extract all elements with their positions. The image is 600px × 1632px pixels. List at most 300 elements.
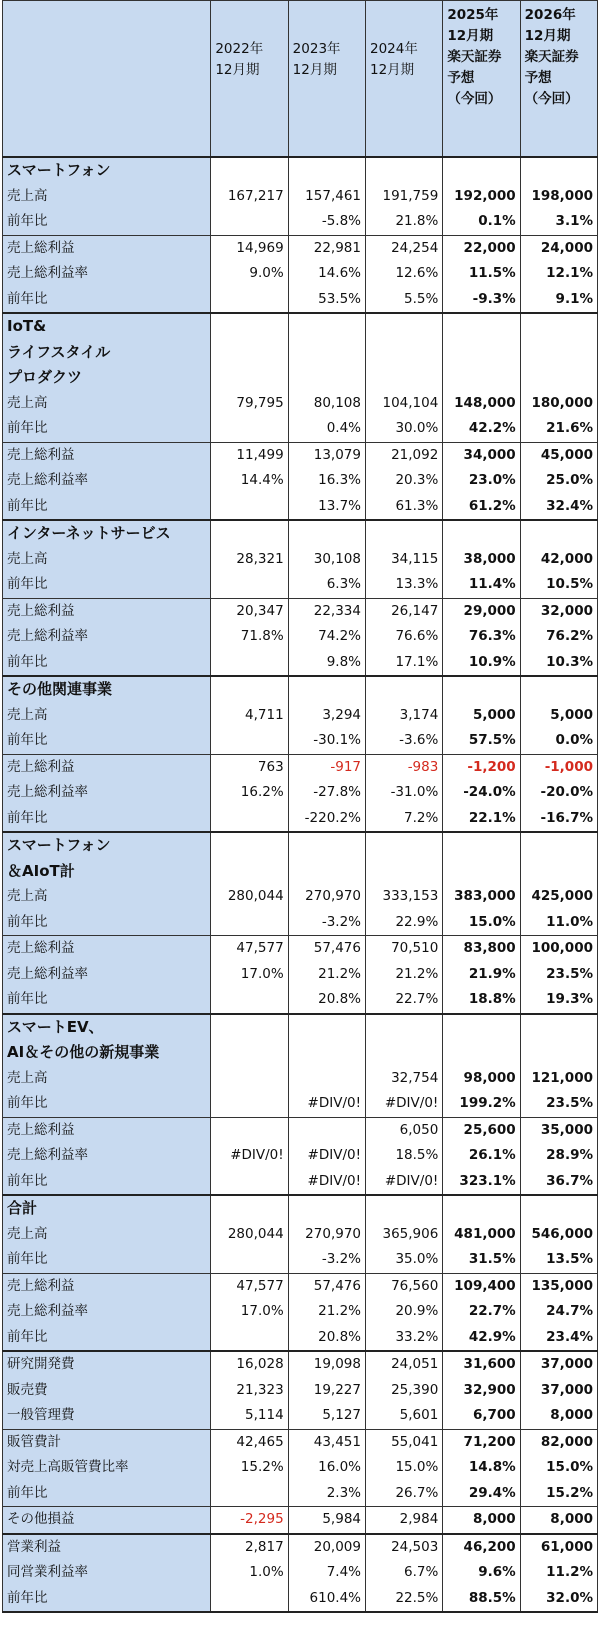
cell-2023: 20.8% (288, 987, 365, 1014)
cell-2026-forecast (520, 1040, 597, 1066)
cell-2025-forecast (443, 340, 520, 366)
row-label: 売上総利益 (3, 936, 211, 962)
table-row (3, 703, 598, 729)
cell-2024: 30.0% (366, 416, 443, 442)
header-line: 12月期 (447, 28, 494, 44)
cell-2022 (211, 340, 288, 366)
cell-2022 (211, 859, 288, 885)
cell-2025-forecast: 0.1% (443, 209, 520, 235)
cell-2023: -917 (288, 754, 365, 780)
cell-2022: 15.2% (211, 1455, 288, 1481)
cell-2025-forecast: 199.2% (443, 1091, 520, 1117)
cell-2026-forecast (520, 157, 597, 184)
cell-2022 (211, 1481, 288, 1507)
cell-2026-forecast: 121,000 (520, 1066, 597, 1092)
cell-2026-forecast (520, 1195, 597, 1222)
cell-2022: 47,577 (211, 1273, 288, 1299)
cell-2025-forecast: 11.5% (443, 261, 520, 287)
cell-2026-forecast: 11.0% (520, 910, 597, 936)
table-row (3, 1455, 598, 1481)
table-row (3, 209, 598, 235)
cell-2025-forecast: 61.2% (443, 494, 520, 521)
cell-2024: 18.5% (366, 1143, 443, 1169)
table-row (3, 1560, 598, 1586)
cell-2023: 53.5% (288, 287, 365, 314)
cell-2025-forecast (443, 1040, 520, 1066)
cell-2026-forecast (520, 365, 597, 391)
cell-2022: 20,347 (211, 598, 288, 624)
cell-2022: 1.0% (211, 1560, 288, 1586)
cell-2026-forecast: 5,000 (520, 703, 597, 729)
cell-2024: 34,115 (366, 547, 443, 573)
cell-2023 (288, 313, 365, 340)
segment-table (2, 0, 598, 1613)
cell-2023: 21.2% (288, 962, 365, 988)
cell-2026-forecast: 10.3% (520, 650, 597, 677)
cell-2024: 24,503 (366, 1534, 443, 1561)
cell-2026-forecast: 76.2% (520, 624, 597, 650)
table-row (3, 1273, 598, 1299)
cell-2022 (211, 157, 288, 184)
cell-2026-forecast: 45,000 (520, 442, 597, 468)
cell-2024: 12.6% (366, 261, 443, 287)
header-line: 12月期 (215, 62, 260, 78)
cell-2022 (211, 572, 288, 598)
row-label: 前年比 (3, 1091, 211, 1117)
cell-2024: 7.2% (366, 806, 443, 833)
row-label: 売上総利益 (3, 1117, 211, 1143)
cell-2026-forecast: 8,000 (520, 1403, 597, 1429)
cell-2022 (211, 910, 288, 936)
row-label: 販売費 (3, 1378, 211, 1404)
cell-2023: 57,476 (288, 936, 365, 962)
row-label: 売上総利益 (3, 754, 211, 780)
table-row (3, 1351, 598, 1378)
section-title: AI＆その他の新規事業 (3, 1040, 211, 1066)
header-line: 2023年 (292, 41, 341, 57)
table-row (3, 987, 598, 1014)
cell-2022: 47,577 (211, 936, 288, 962)
cell-2026-forecast: 19.3% (520, 987, 597, 1014)
cell-2023: 57,476 (288, 1273, 365, 1299)
cell-2025-forecast: 21.9% (443, 962, 520, 988)
cell-2026-forecast: 36.7% (520, 1169, 597, 1196)
cell-2023: 0.4% (288, 416, 365, 442)
cell-2022 (211, 520, 288, 547)
table-row (3, 261, 598, 287)
cell-2024 (366, 157, 443, 184)
row-label: 売上総利益率 (3, 1143, 211, 1169)
cell-2023 (288, 832, 365, 859)
cell-2024 (366, 1195, 443, 1222)
table-row (3, 884, 598, 910)
cell-2025-forecast: 192,000 (443, 184, 520, 210)
cell-2026-forecast (520, 832, 597, 859)
cell-2024: -983 (366, 754, 443, 780)
cell-2024: 24,254 (366, 235, 443, 261)
cell-2023: -30.1% (288, 728, 365, 754)
header-line: 12月期 (370, 62, 415, 78)
section-title: スマートEV、 (3, 1014, 211, 1041)
cell-2026-forecast: 10.5% (520, 572, 597, 598)
table-row (3, 287, 598, 314)
cell-2024: #DIV/0! (366, 1169, 443, 1196)
cell-2026-forecast: 24,000 (520, 235, 597, 261)
cell-2024: 333,153 (366, 884, 443, 910)
header-year-2023 (288, 1, 365, 158)
cell-2026-forecast: 11.2% (520, 1560, 597, 1586)
row-label: 売上総利益率 (3, 780, 211, 806)
row-label: その他損益 (3, 1507, 211, 1534)
cell-2022 (211, 1040, 288, 1066)
cell-2026-forecast (520, 520, 597, 547)
cell-2022 (211, 728, 288, 754)
table-row (3, 1169, 598, 1196)
row-label: 売上総利益 (3, 442, 211, 468)
cell-2026-forecast: 100,000 (520, 936, 597, 962)
cell-2022 (211, 1014, 288, 1041)
row-label: 研究開発費 (3, 1351, 211, 1378)
cell-2026-forecast: 8,000 (520, 1507, 597, 1534)
cell-2025-forecast: 23.0% (443, 468, 520, 494)
cell-2022 (211, 1586, 288, 1613)
cell-2025-forecast (443, 520, 520, 547)
cell-2026-forecast: 15.2% (520, 1481, 597, 1507)
cell-2025-forecast: 46,200 (443, 1534, 520, 1561)
section-title: ライフスタイル (3, 340, 211, 366)
cell-2025-forecast: 10.9% (443, 650, 520, 677)
table-row (3, 1143, 598, 1169)
section-title-row (3, 1040, 598, 1066)
row-label: 同営業利益率 (3, 1560, 211, 1586)
cell-2024: 24,051 (366, 1351, 443, 1378)
cell-2022 (211, 676, 288, 703)
cell-2022 (211, 987, 288, 1014)
table-row (3, 598, 598, 624)
cell-2022 (211, 1247, 288, 1273)
cell-2023: 22,334 (288, 598, 365, 624)
section-title: 合計 (3, 1195, 211, 1222)
cell-2025-forecast: 11.4% (443, 572, 520, 598)
cell-2022: #DIV/0! (211, 1143, 288, 1169)
section-title-row (3, 365, 598, 391)
cell-2023: -27.8% (288, 780, 365, 806)
cell-2025-forecast: 71,200 (443, 1429, 520, 1455)
cell-2025-forecast (443, 859, 520, 885)
cell-2025-forecast: -24.0% (443, 780, 520, 806)
header-line: 楽天証券 (447, 49, 502, 65)
cell-2022: 71.8% (211, 624, 288, 650)
cell-2022 (211, 416, 288, 442)
cell-2024: 191,759 (366, 184, 443, 210)
cell-2026-forecast: 12.1% (520, 261, 597, 287)
cell-2023 (288, 365, 365, 391)
table-row (3, 650, 598, 677)
cell-2024 (366, 859, 443, 885)
cell-2024: 6,050 (366, 1117, 443, 1143)
section-title: その他関連事業 (3, 676, 211, 703)
header-year-2022 (211, 1, 288, 158)
header-line: 2025年 (447, 7, 499, 23)
table-row (3, 1325, 598, 1352)
row-label: 売上総利益 (3, 1273, 211, 1299)
cell-2025-forecast: 31.5% (443, 1247, 520, 1273)
cell-2026-forecast: 23.5% (520, 962, 597, 988)
cell-2024: 26,147 (366, 598, 443, 624)
cell-2023: #DIV/0! (288, 1169, 365, 1196)
table-row (3, 1429, 598, 1455)
section-title: IoT& (3, 313, 211, 340)
cell-2026-forecast: 25.0% (520, 468, 597, 494)
row-label: 売上総利益 (3, 598, 211, 624)
table-row (3, 1299, 598, 1325)
cell-2026-forecast: 21.6% (520, 416, 597, 442)
cell-2024: 5.5% (366, 287, 443, 314)
cell-2023: #DIV/0! (288, 1143, 365, 1169)
cell-2024 (366, 1014, 443, 1041)
cell-2022: 11,499 (211, 442, 288, 468)
cell-2023 (288, 157, 365, 184)
cell-2023: 80,108 (288, 391, 365, 417)
cell-2024: 21.8% (366, 209, 443, 235)
cell-2023: #DIV/0! (288, 1091, 365, 1117)
table-row (3, 962, 598, 988)
cell-2025-forecast: 18.8% (443, 987, 520, 1014)
cell-2024: 25,390 (366, 1378, 443, 1404)
cell-2024: 13.3% (366, 572, 443, 598)
cell-2024 (366, 340, 443, 366)
cell-2025-forecast: 22.1% (443, 806, 520, 833)
cell-2026-forecast: 82,000 (520, 1429, 597, 1455)
cell-2025-forecast: 32,900 (443, 1378, 520, 1404)
cell-2023: 2.3% (288, 1481, 365, 1507)
row-label: 前年比 (3, 494, 211, 521)
row-label: 売上高 (3, 884, 211, 910)
cell-2023 (288, 520, 365, 547)
cell-2023: 43,451 (288, 1429, 365, 1455)
cell-2024: 22.5% (366, 1586, 443, 1613)
section-title-row (3, 340, 598, 366)
cell-2022: 16.2% (211, 780, 288, 806)
cell-2025-forecast: 9.6% (443, 1560, 520, 1586)
row-label: 売上総利益率 (3, 261, 211, 287)
cell-2026-forecast (520, 859, 597, 885)
table-row (3, 1247, 598, 1273)
cell-2024: 6.7% (366, 1560, 443, 1586)
cell-2026-forecast: -1,000 (520, 754, 597, 780)
cell-2022: 763 (211, 754, 288, 780)
cell-2025-forecast: -9.3% (443, 287, 520, 314)
cell-2022 (211, 1169, 288, 1196)
cell-2023: 30,108 (288, 547, 365, 573)
cell-2023: 14.6% (288, 261, 365, 287)
cell-2024: 17.1% (366, 650, 443, 677)
cell-2025-forecast (443, 1014, 520, 1041)
cell-2023 (288, 676, 365, 703)
cell-2024: 22.7% (366, 987, 443, 1014)
cell-2022 (211, 365, 288, 391)
section-title: スマートフォン (3, 832, 211, 859)
table-row (3, 1586, 598, 1613)
cell-2023: 74.2% (288, 624, 365, 650)
cell-2026-forecast: 425,000 (520, 884, 597, 910)
cell-2022: 14.4% (211, 468, 288, 494)
cell-2022: 16,028 (211, 1351, 288, 1378)
cell-2022 (211, 650, 288, 677)
section-title: プロダクツ (3, 365, 211, 391)
cell-2025-forecast: 6,700 (443, 1403, 520, 1429)
cell-2022 (211, 806, 288, 833)
table-row (3, 728, 598, 754)
row-label: 売上高 (3, 184, 211, 210)
cell-2022: 14,969 (211, 235, 288, 261)
table-body (3, 157, 598, 1612)
header-line: （今回） (524, 91, 579, 107)
cell-2025-forecast: 31,600 (443, 1351, 520, 1378)
table-row (3, 442, 598, 468)
cell-2025-forecast: 25,600 (443, 1117, 520, 1143)
cell-2024 (366, 313, 443, 340)
cell-2026-forecast: 0.0% (520, 728, 597, 754)
table-row (3, 936, 598, 962)
cell-2025-forecast (443, 832, 520, 859)
cell-2023: 7.4% (288, 1560, 365, 1586)
cell-2025-forecast: 22,000 (443, 235, 520, 261)
header-row (3, 1, 598, 158)
cell-2026-forecast: 35,000 (520, 1117, 597, 1143)
header-line: 予想 (524, 70, 552, 86)
cell-2023: 20.8% (288, 1325, 365, 1352)
section-title-row (3, 313, 598, 340)
table-row (3, 780, 598, 806)
table-row (3, 1222, 598, 1248)
row-label: 売上総利益率 (3, 468, 211, 494)
cell-2023: -3.2% (288, 1247, 365, 1273)
cell-2023: 16.3% (288, 468, 365, 494)
row-label: 前年比 (3, 910, 211, 936)
row-label: 売上総利益率 (3, 624, 211, 650)
cell-2024: 104,104 (366, 391, 443, 417)
cell-2026-forecast: -20.0% (520, 780, 597, 806)
row-label: 前年比 (3, 650, 211, 677)
row-label: 前年比 (3, 1247, 211, 1273)
cell-2025-forecast: 481,000 (443, 1222, 520, 1248)
cell-2024: 76,560 (366, 1273, 443, 1299)
table-row (3, 572, 598, 598)
cell-2024: 26.7% (366, 1481, 443, 1507)
table-row (3, 754, 598, 780)
cell-2024: 70,510 (366, 936, 443, 962)
cell-2023: -5.8% (288, 209, 365, 235)
header-year-2024 (366, 1, 443, 158)
cell-2025-forecast (443, 676, 520, 703)
cell-2025-forecast: 88.5% (443, 1586, 520, 1613)
cell-2024: 32,754 (366, 1066, 443, 1092)
cell-2023: 157,461 (288, 184, 365, 210)
cell-2023 (288, 1014, 365, 1041)
cell-2022: -2,295 (211, 1507, 288, 1534)
cell-2026-forecast: -16.7% (520, 806, 597, 833)
table-row (3, 391, 598, 417)
cell-2024 (366, 832, 443, 859)
cell-2024: 22.9% (366, 910, 443, 936)
cell-2024 (366, 365, 443, 391)
cell-2026-forecast: 37,000 (520, 1351, 597, 1378)
cell-2024: 2,984 (366, 1507, 443, 1534)
cell-2024: 3,174 (366, 703, 443, 729)
cell-2023: 19,227 (288, 1378, 365, 1404)
cell-2025-forecast: -1,200 (443, 754, 520, 780)
cell-2023 (288, 1195, 365, 1222)
cell-2022: 9.0% (211, 261, 288, 287)
cell-2024: 20.3% (366, 468, 443, 494)
cell-2022 (211, 1325, 288, 1352)
cell-2025-forecast: 5,000 (443, 703, 520, 729)
cell-2023 (288, 340, 365, 366)
cell-2023: 21.2% (288, 1299, 365, 1325)
cell-2024: -3.6% (366, 728, 443, 754)
cell-2026-forecast: 9.1% (520, 287, 597, 314)
cell-2022 (211, 1195, 288, 1222)
cell-2022 (211, 287, 288, 314)
row-label: 前年比 (3, 1586, 211, 1613)
cell-2023 (288, 1040, 365, 1066)
cell-2024: 21.2% (366, 962, 443, 988)
row-label: 前年比 (3, 209, 211, 235)
cell-2026-forecast: 198,000 (520, 184, 597, 210)
cell-2024: 15.0% (366, 1455, 443, 1481)
cell-2023: -3.2% (288, 910, 365, 936)
cell-2025-forecast: 76.3% (443, 624, 520, 650)
section-title-row (3, 676, 598, 703)
cell-2022 (211, 494, 288, 521)
cell-2026-forecast: 180,000 (520, 391, 597, 417)
cell-2024: 55,041 (366, 1429, 443, 1455)
cell-2025-forecast: 29.4% (443, 1481, 520, 1507)
cell-2024: 365,906 (366, 1222, 443, 1248)
table-row (3, 1066, 598, 1092)
cell-2024: 20.9% (366, 1299, 443, 1325)
row-label: 前年比 (3, 987, 211, 1014)
row-label: 売上高 (3, 391, 211, 417)
table-row (3, 1507, 598, 1534)
cell-2022: 21,323 (211, 1378, 288, 1404)
table-row (3, 1481, 598, 1507)
cell-2026-forecast (520, 340, 597, 366)
cell-2026-forecast (520, 676, 597, 703)
cell-2026-forecast: 546,000 (520, 1222, 597, 1248)
cell-2023: 16.0% (288, 1455, 365, 1481)
cell-2023: 9.8% (288, 650, 365, 677)
row-label: 前年比 (3, 416, 211, 442)
row-label: 売上高 (3, 1222, 211, 1248)
cell-2023: 5,984 (288, 1507, 365, 1534)
cell-2023 (288, 1117, 365, 1143)
cell-2022 (211, 313, 288, 340)
cell-2026-forecast: 135,000 (520, 1273, 597, 1299)
section-title-row (3, 1195, 598, 1222)
cell-2023 (288, 1066, 365, 1092)
cell-2026-forecast: 28.9% (520, 1143, 597, 1169)
row-label: 営業利益 (3, 1534, 211, 1561)
cell-2025-forecast: 57.5% (443, 728, 520, 754)
header-forecast-2026 (520, 1, 597, 158)
cell-2023: 270,970 (288, 1222, 365, 1248)
table-row (3, 184, 598, 210)
cell-2025-forecast: 14.8% (443, 1455, 520, 1481)
table-row (3, 624, 598, 650)
cell-2025-forecast: 42.9% (443, 1325, 520, 1352)
